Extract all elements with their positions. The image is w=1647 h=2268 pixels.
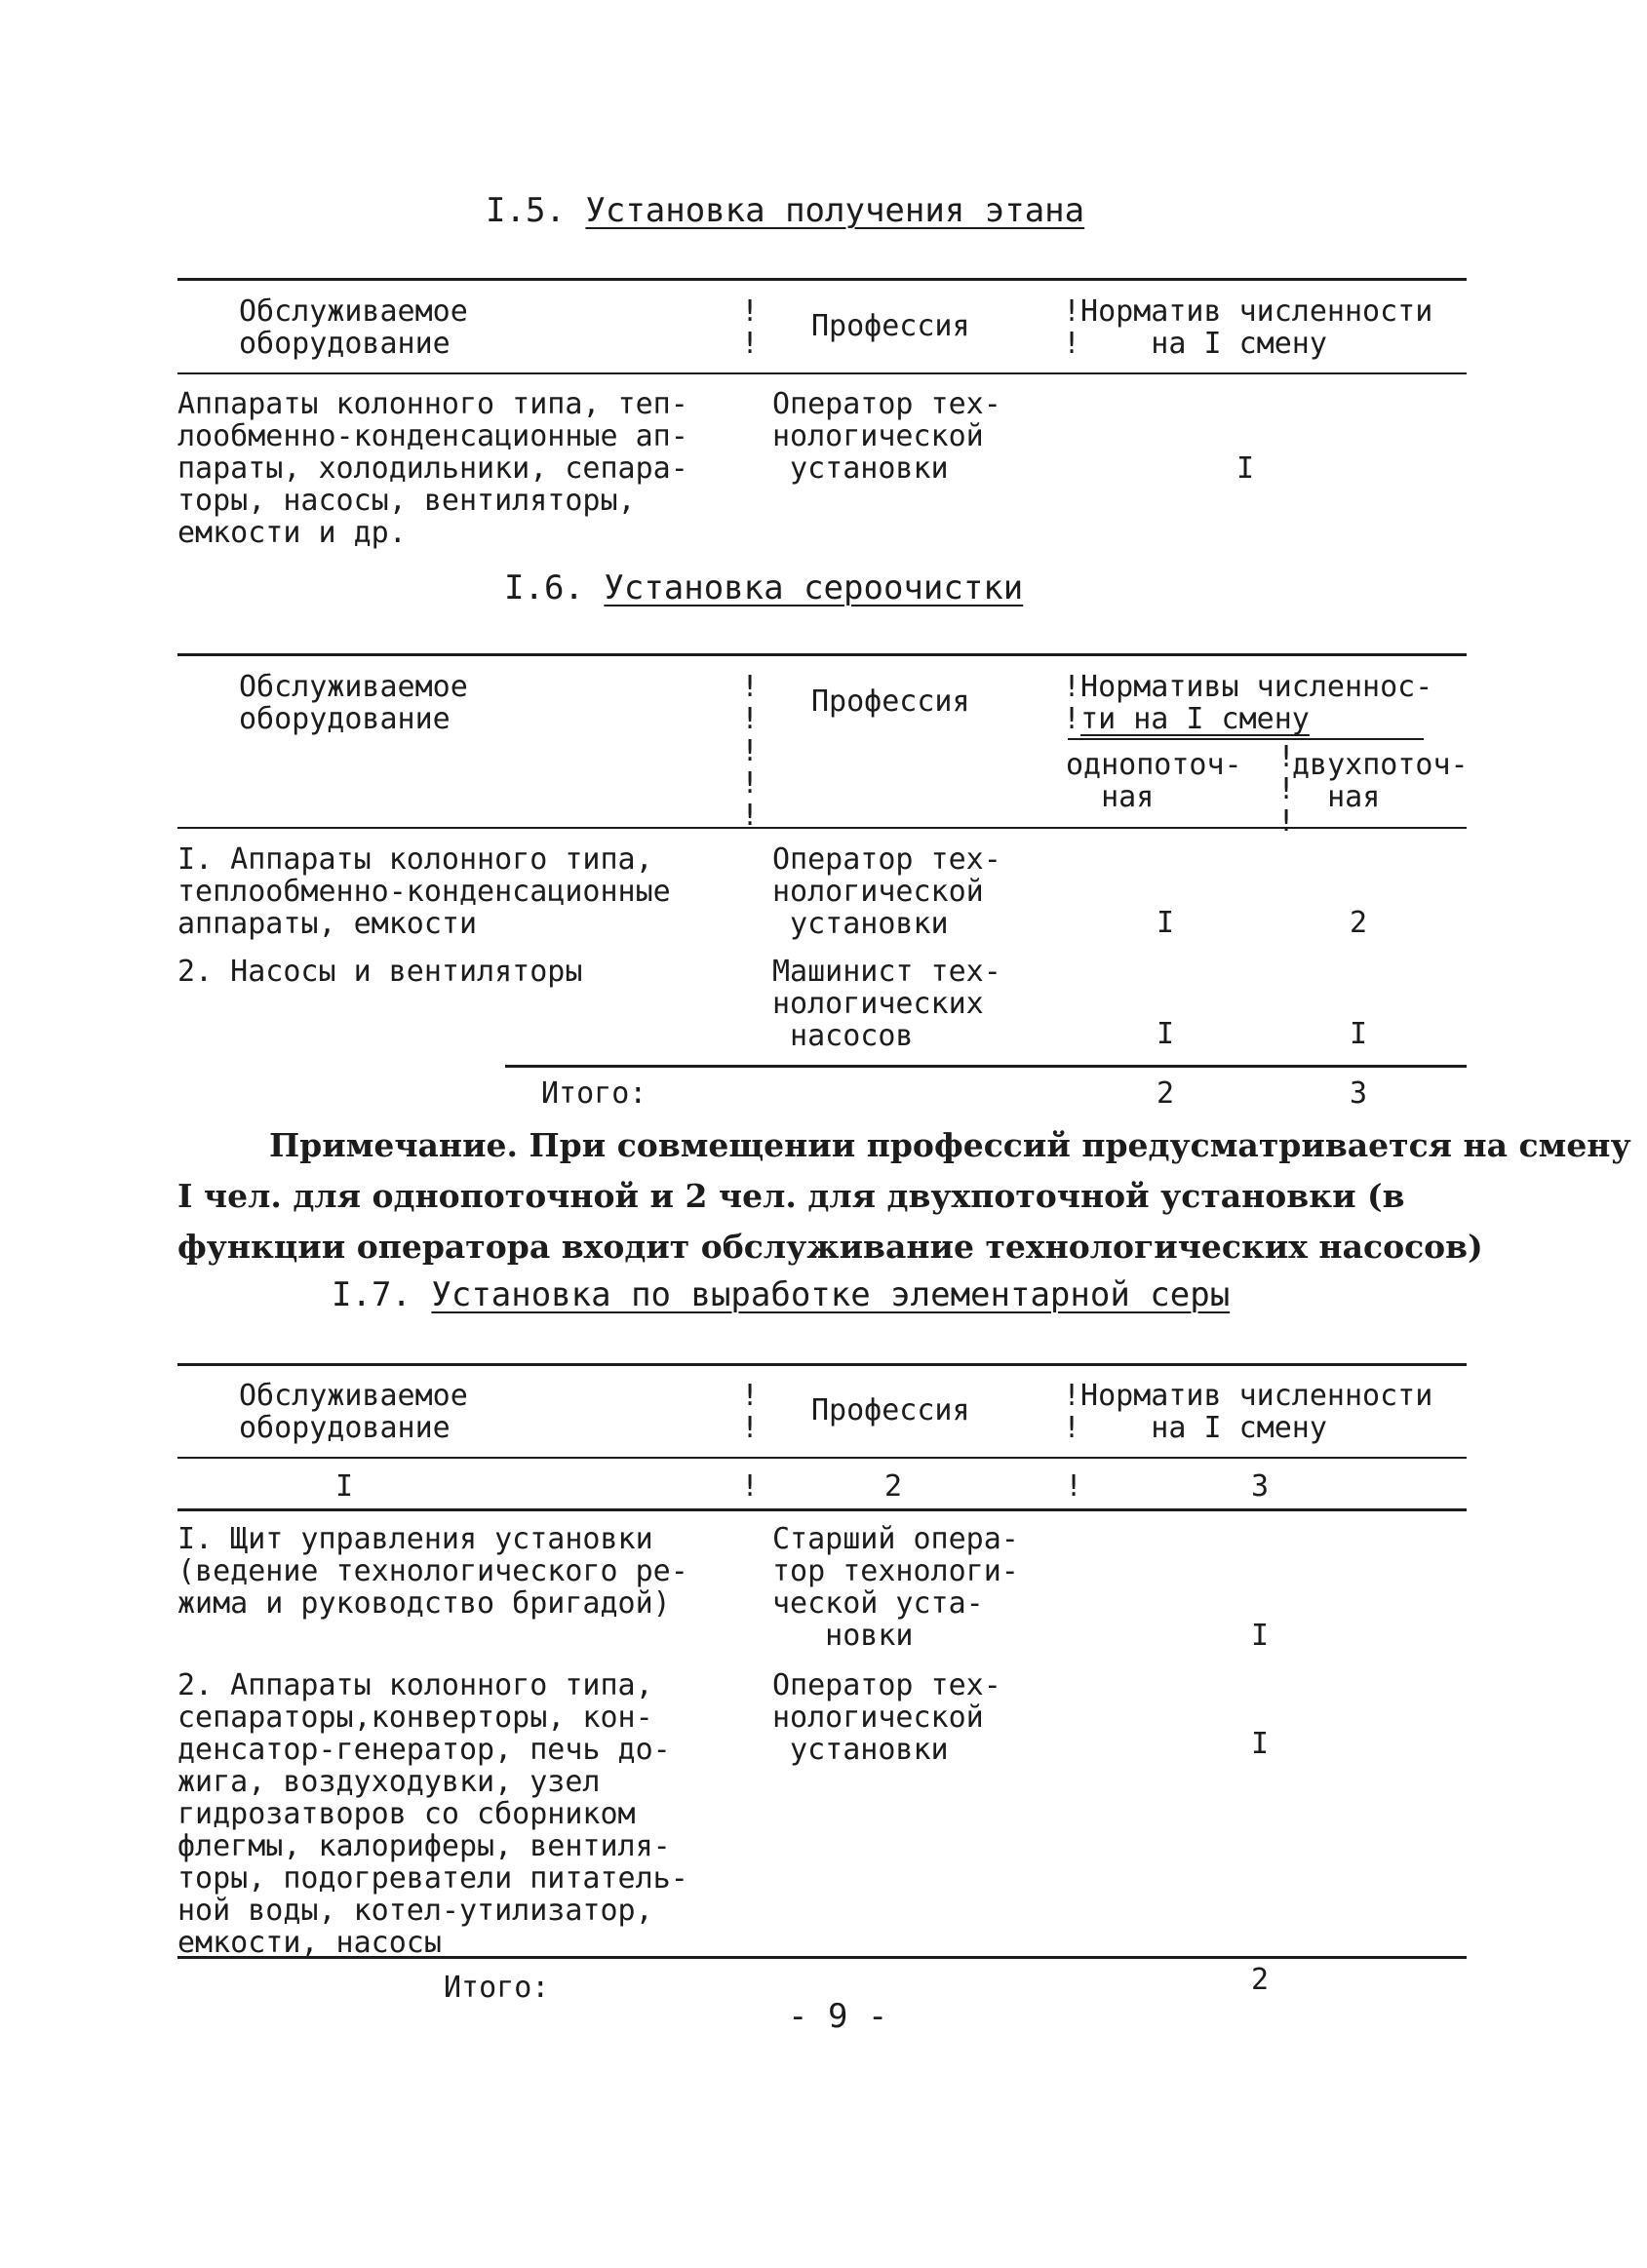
s16-row2-profession: Машинист тех- нологических насосов [772, 955, 1001, 1053]
s17-total-rule [177, 1956, 1467, 1959]
s15-title-text: Установка получения этана [585, 191, 1085, 230]
s16-total-v1: 2 [1157, 1076, 1175, 1111]
s16-header-subrule [1068, 738, 1424, 740]
s16-header-bottom-rule [177, 827, 1467, 829]
s17-colnum-3: 3 [1251, 1469, 1270, 1504]
s15-title [486, 191, 1085, 230]
s15-header-equipment: Обслуживаемое оборудование [239, 294, 468, 361]
s17-row2-equipment: 2. Аппараты колонного типа, сепараторы,конверторы, кон- денсатор-генератор, печь до- жига, воздуходувки, узел гидрозатворов со сборником флегмы, калориферы, вентиля- торы, подогреватели питатель- ной воды, котел-утилизатор, емкости, насосы [177, 1668, 688, 1960]
s16-total-v2: 3 [1350, 1076, 1368, 1111]
s15-table-top-rule [177, 278, 1467, 281]
s17-row1-equipment: I. Щит управления установки (ведение технологического ре- жима и руководство бригадой) [177, 1522, 688, 1621]
s16-note-line1: Примечание. При совмещении профессий предусматривается на смену [269, 1126, 1631, 1164]
s17-colnum-bottom-rule [177, 1508, 1467, 1511]
s17-colnum-sep1: ! [741, 1469, 760, 1504]
s16-row1-profession: Оператор тех- нологической установки [772, 842, 1001, 941]
s15-row-value: I [1236, 451, 1255, 486]
s17-row2-value: I [1251, 1727, 1270, 1761]
s15-row-profession: Оператор тех- нологической установки [772, 387, 1001, 486]
s17-row1-profession: Старший опера- тор технологи- ческой уста- новки [772, 1522, 1019, 1653]
s17-header-bottom-rule [177, 1457, 1467, 1459]
s16-table-top-rule [177, 653, 1467, 656]
s16-header-separator: ! ! ! ! ! [741, 670, 760, 833]
s16-title [504, 568, 1024, 607]
s16-title-number: I.6. [504, 568, 584, 607]
s17-table-top-rule [177, 1363, 1467, 1366]
s16-row1-v1: I [1157, 906, 1175, 940]
s16-row1-equipment: I. Аппараты колонного типа, теплообменно-конденсационные аппараты, емкости [177, 842, 671, 941]
s15-header-profession: Профессия [811, 309, 970, 343]
s16-note-line3: функции оператора входит обслуживание технологических насосов) [177, 1228, 1483, 1266]
s16-row1-v2: 2 [1350, 906, 1368, 940]
s15-header-separator: ! ! [741, 294, 760, 361]
s16-header-profession: Профессия [811, 684, 970, 719]
s17-header-separator: ! ! [741, 1379, 760, 1445]
s15-header-bottom-rule [177, 372, 1467, 374]
s17-total-value: 2 [1251, 1963, 1270, 1997]
s16-total-label: Итого: [541, 1076, 647, 1111]
s15-title-number: I.5. [486, 191, 566, 230]
s17-title-text: Установка по выработке элементарной серы [431, 1275, 1231, 1314]
s16-row2-v2: I [1350, 1017, 1368, 1051]
s17-row2-profession: Оператор тех- нологической установки [772, 1668, 1001, 1767]
s17-row1-value: I [1251, 1619, 1270, 1653]
s16-note-line2: I чел. для однопоточной и 2 чел. для двухпоточной установки (в [177, 1177, 1405, 1215]
s16-header-norm-bang: ! [1063, 702, 1081, 736]
s17-colnum-sep2: ! [1065, 1469, 1083, 1504]
s17-header-norm: !Норматив численности ! на I смену [1063, 1379, 1433, 1445]
s16-header-sub-double: двухпоточ- ная [1292, 748, 1469, 814]
s17-title [332, 1275, 1231, 1314]
s17-header-equipment: Обслуживаемое оборудование [239, 1379, 468, 1445]
s15-row-equipment: Аппараты колонного типа, теп- лообменно-конденсационные ап- параты, холодильники, сепара- торы, насосы, вентиляторы, емкости и др. [177, 387, 688, 550]
page-number: - 9 - [788, 1997, 888, 2036]
s16-header-sub-single: однопоточ- ная [1066, 748, 1242, 814]
s16-total-rule [505, 1065, 1467, 1068]
s16-header-norm-line2 [1063, 703, 1310, 735]
s17-total-label: Итого: [444, 1971, 550, 2005]
s16-header-norm-text: ти на I смену [1080, 702, 1310, 736]
s16-header-equipment: Обслуживаемое оборудование [239, 670, 468, 736]
s17-colnum-2: 2 [884, 1469, 903, 1504]
s16-row2-equipment: 2. Насосы и вентиляторы [177, 955, 583, 989]
s17-title-number: I.7. [332, 1275, 412, 1314]
s16-header-norm-line1: !Нормативы численнос- [1063, 670, 1433, 704]
s16-header-sub-separator: ! ! ! [1277, 740, 1296, 839]
s16-title-text: Установка сероочистки [604, 568, 1024, 607]
s15-header-norm: !Норматив численности ! на I смену [1063, 294, 1433, 361]
s17-colnum-1: I [335, 1469, 354, 1504]
s17-header-profession: Профессия [811, 1393, 970, 1427]
s16-row2-v1: I [1157, 1017, 1175, 1051]
